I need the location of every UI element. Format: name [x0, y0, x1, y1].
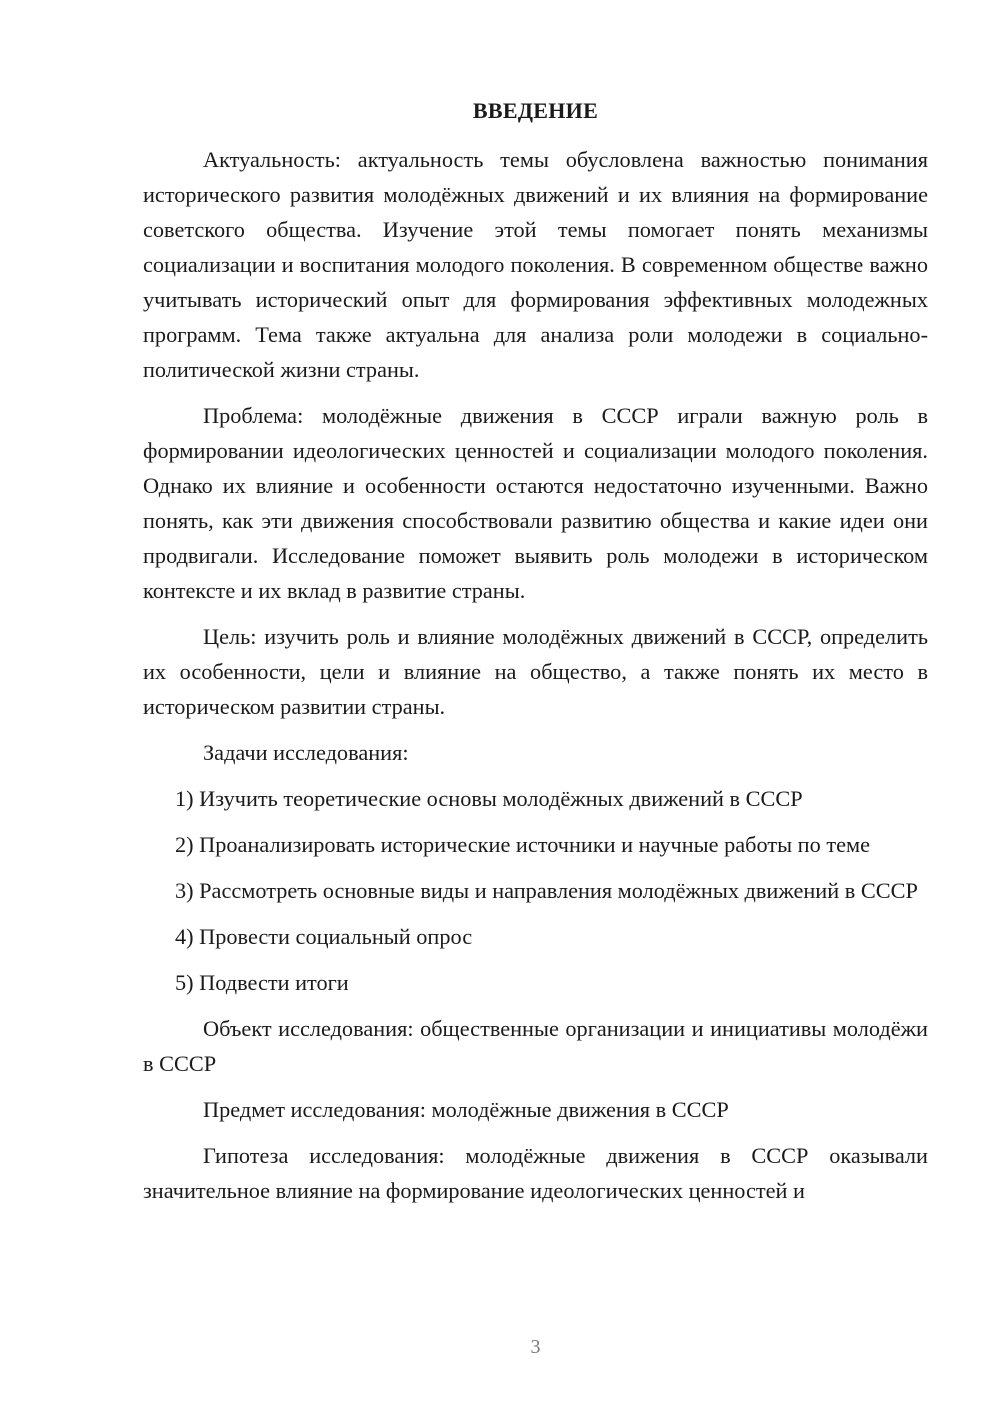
paragraph-relevance: Актуальность: актуальность темы обусловлена важностью понимания исторического развития молодёжных движений и их влияния на формирование советского общества. Изучение этой темы помогает понять механизмы социализации и воспитания молодого поколения. В современном обществе важно учитывать исторический опыт для формирования эффективных молодежных программ. Тема также актуальна для анализа роли молодежи в социально-политической жизни страны. — [143, 147, 928, 382]
task-item: 5) Подвести итоги — [175, 970, 349, 995]
task-item: 4) Провести социальный опрос — [175, 924, 473, 949]
paragraph-object: Объект исследования: общественные организации и инициативы молодёжи в СССР — [143, 1016, 928, 1076]
page-number: 3 — [530, 1336, 541, 1358]
paragraph-hypothesis: Гипотеза исследования: молодёжные движения в СССР оказывали значительное влияние на формирование идеологических ценностей и — [143, 1143, 928, 1203]
paragraph-goal: Цель: изучить роль и влияние молодёжных движений в СССР, определить их особенности, цели и влияние на общество, а также понять их место в историческом развитии страны. — [143, 624, 928, 719]
document-body — [143, 142, 928, 1219]
paragraph-subject: Предмет исследования: молодёжные движения в СССР — [203, 1097, 729, 1122]
paragraph-problem: Проблема: молодёжные движения в СССР играли важную роль в формировании идеологических ценностей и социализации молодого поколения. Однако их влияние и особенности остаются недостаточно изученными. Важно понять, как эти движения способствовали развитию общества и какие идеи они продвигали. Исследование поможет выявить роль молодежи в историческом контексте и их вклад в развитие страны. — [143, 403, 928, 603]
task-item: 3) Рассмотреть основные виды и направления молодёжных движений в СССР — [175, 878, 918, 903]
task-item: 1) Изучить теоретические основы молодёжных движений в СССР — [175, 786, 803, 811]
page-title: ВВЕДЕНИЕ — [472, 98, 599, 123]
document-page — [143, 0, 928, 1414]
tasks-title: Задачи исследования: — [203, 740, 409, 765]
task-item: 2) Проанализировать исторические источники и научные работы по теме — [175, 832, 870, 857]
